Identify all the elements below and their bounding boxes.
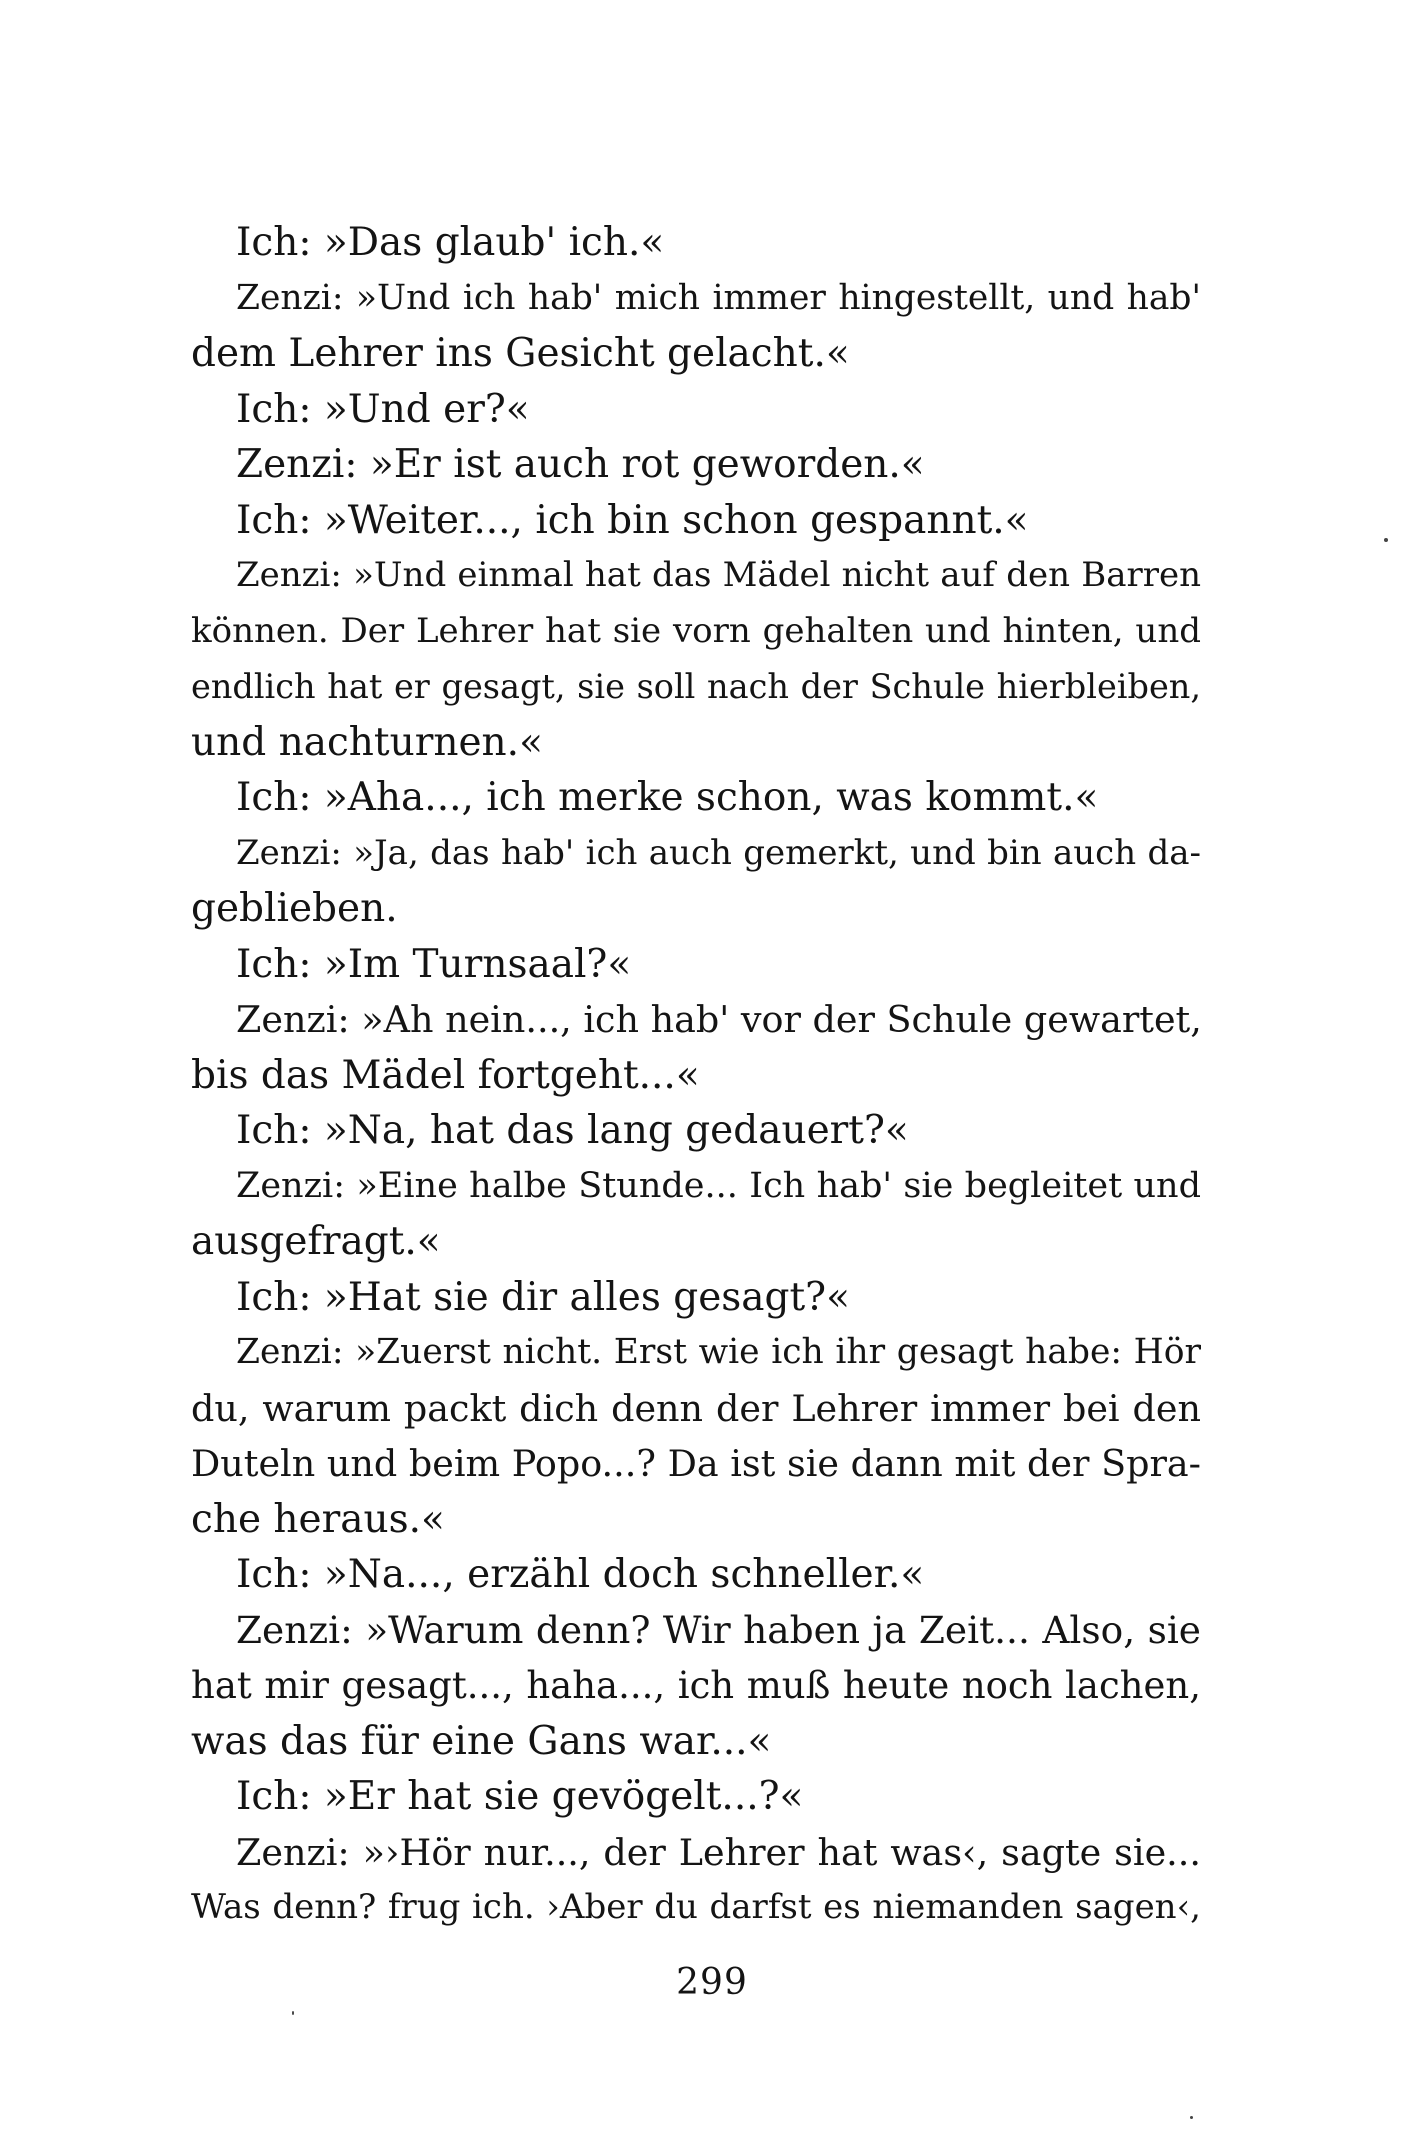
text-line: Zenzi: »Und einmal hat das Mädel nicht auf den Barren — [236, 555, 1201, 595]
text-line: Zenzi: »Ah nein..., ich hab' vor der Schule gewartet, — [236, 998, 1202, 1041]
text-line: che heraus.« — [191, 1496, 445, 1542]
print-speck — [292, 2011, 294, 2015]
text-line: Zenzi: »Und ich hab' mich immer hingestellt, und hab' — [236, 277, 1201, 318]
print-speck — [1384, 538, 1388, 542]
text-line: dem Lehrer ins Gesicht gelacht.« — [191, 331, 850, 376]
print-speck — [1190, 2116, 1193, 2119]
text-line: was das für eine Gans war...« — [191, 1718, 772, 1764]
text-line: Zenzi: »Ja, das hab' ich auch gemerkt, und bin auch da- — [236, 832, 1201, 873]
text-line: Zenzi: »Eine halbe Stunde... Ich hab' sie begleitet und — [236, 1165, 1201, 1206]
text-line: Duteln und beim Popo...? Da ist sie dann mit der Spra- — [191, 1442, 1201, 1485]
text-line: Ich: »Und er?« — [236, 386, 530, 432]
text-line: geblieben. — [191, 886, 398, 931]
text-line: Ich: »Weiter..., ich bin schon gespannt.« — [236, 497, 1029, 543]
text-line: Zenzi: »Zuerst nicht. Erst wie ich ihr gesagt habe: Hör — [236, 1332, 1201, 1372]
text-line: Zenzi: »›Hör nur..., der Lehrer hat was‹, sagte sie... — [236, 1830, 1201, 1874]
text-line: Zenzi: »Er ist auch rot geworden.« — [236, 442, 925, 487]
page-number: 299 — [676, 1962, 748, 2003]
text-line: Ich: »Er hat sie gevögelt...?« — [236, 1774, 804, 1819]
text-line: Ich: »Aha..., ich merke schon, was kommt.« — [236, 775, 1099, 820]
text-line: Ich: »Hat sie dir alles gesagt?« — [236, 1274, 850, 1320]
text-line: bis das Mädel fortgeht...« — [191, 1052, 700, 1098]
text-line: ausgefragt.« — [191, 1219, 441, 1264]
text-line: Ich: »Na..., erzähl doch schneller.« — [236, 1552, 925, 1597]
text-line: Zenzi: »Warum denn? Wir haben ja Zeit... Also, sie — [236, 1607, 1201, 1652]
text-line: Was denn? frug ich. ›Aber du darfst es niemanden sagen‹, — [191, 1887, 1201, 1927]
text-line: Ich: »Das glaub' ich.« — [236, 220, 665, 265]
text-line: du, warum packt dich denn der Lehrer immer bei den — [191, 1386, 1201, 1430]
text-line: Ich: »Im Turnsaal?« — [236, 941, 632, 987]
text-line: endlich hat er gesagt, sie soll nach der Schule hierbleiben, — [191, 667, 1201, 706]
text-line: Ich: »Na, hat das lang gedauert?« — [236, 1108, 909, 1153]
text-line: und nachturnen.« — [191, 719, 543, 765]
body-text — [191, 215, 1201, 1936]
text-line: können. Der Lehrer hat sie vorn gehalten und hinten, und — [191, 610, 1201, 651]
text-line: hat mir gesagt..., haha..., ich muß heute noch lachen, — [191, 1664, 1201, 1707]
